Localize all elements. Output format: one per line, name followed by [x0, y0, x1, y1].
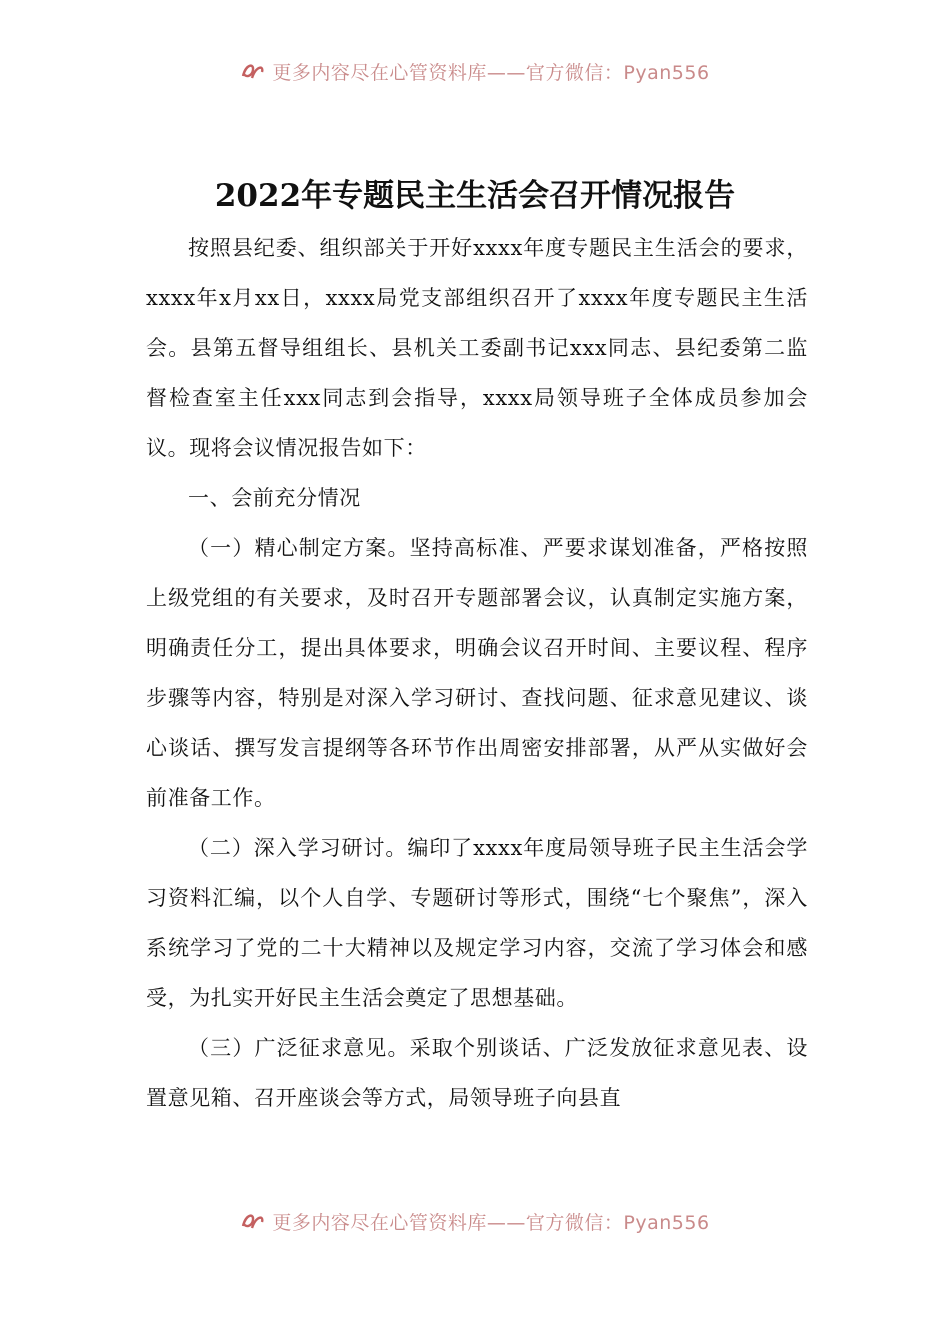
document-title: 2022年专题民主生活会召开情况报告	[214, 178, 736, 214]
body-paragraph: （二）深入学习研讨。编印了xxxx年度局领导班子民主生活会学习资料汇编，以个人自学、专题研讨等形式，围绕“七个聚焦”，深入系统学习了党的二十大精神以及规定学习内容，交流了学习体会和感受，为扎实开好民主生活会奠定了思想基础。	[146, 836, 808, 1010]
watermark-text: 更多内容尽在心管资料库——官方微信：Pyan556	[272, 62, 710, 84]
watermark-logo-icon	[240, 61, 266, 86]
document-body	[146, 223, 808, 1123]
body-paragraph: （三）广泛征求意见。采取个别谈话、广泛发放征求意见表、设置意见箱、召开座谈会等方式，局领导班子向县直	[146, 1036, 808, 1110]
watermark-text: 更多内容尽在心管资料库——官方微信：Pyan556	[272, 1212, 710, 1234]
intro-paragraph: 按照县纪委、组织部关于开好xxxx年度专题民主生活会的要求，xxxx年x月xx日，xxxx局党支部组织召开了xxxx年度专题民主生活会。县第五督导组组长、县机关工委副书记xxx同志、县纪委第二监督检查室主任xxx同志到会指导，xxxx局领导班子全体成员参加会议。现将会议情况报告如下：	[146, 236, 808, 460]
watermark-logo-icon	[240, 1211, 266, 1236]
section-heading: 一、会前充分情况	[188, 486, 361, 510]
watermark-bottom	[0, 1208, 950, 1236]
body-paragraph: （一）精心制定方案。坚持高标准、严要求谋划准备，严格按照上级党组的有关要求，及时召开专题部署会议，认真制定实施方案，明确责任分工，提出具体要求，明确会议召开时间、主要议程、程序步骤等内容，特别是对深入学习研讨、查找问题、征求意见建议、谈心谈话、撰写发言提纲等各环节作出周密安排部署，从严从实做好会前准备工作。	[146, 536, 808, 810]
watermark-top	[0, 58, 950, 86]
